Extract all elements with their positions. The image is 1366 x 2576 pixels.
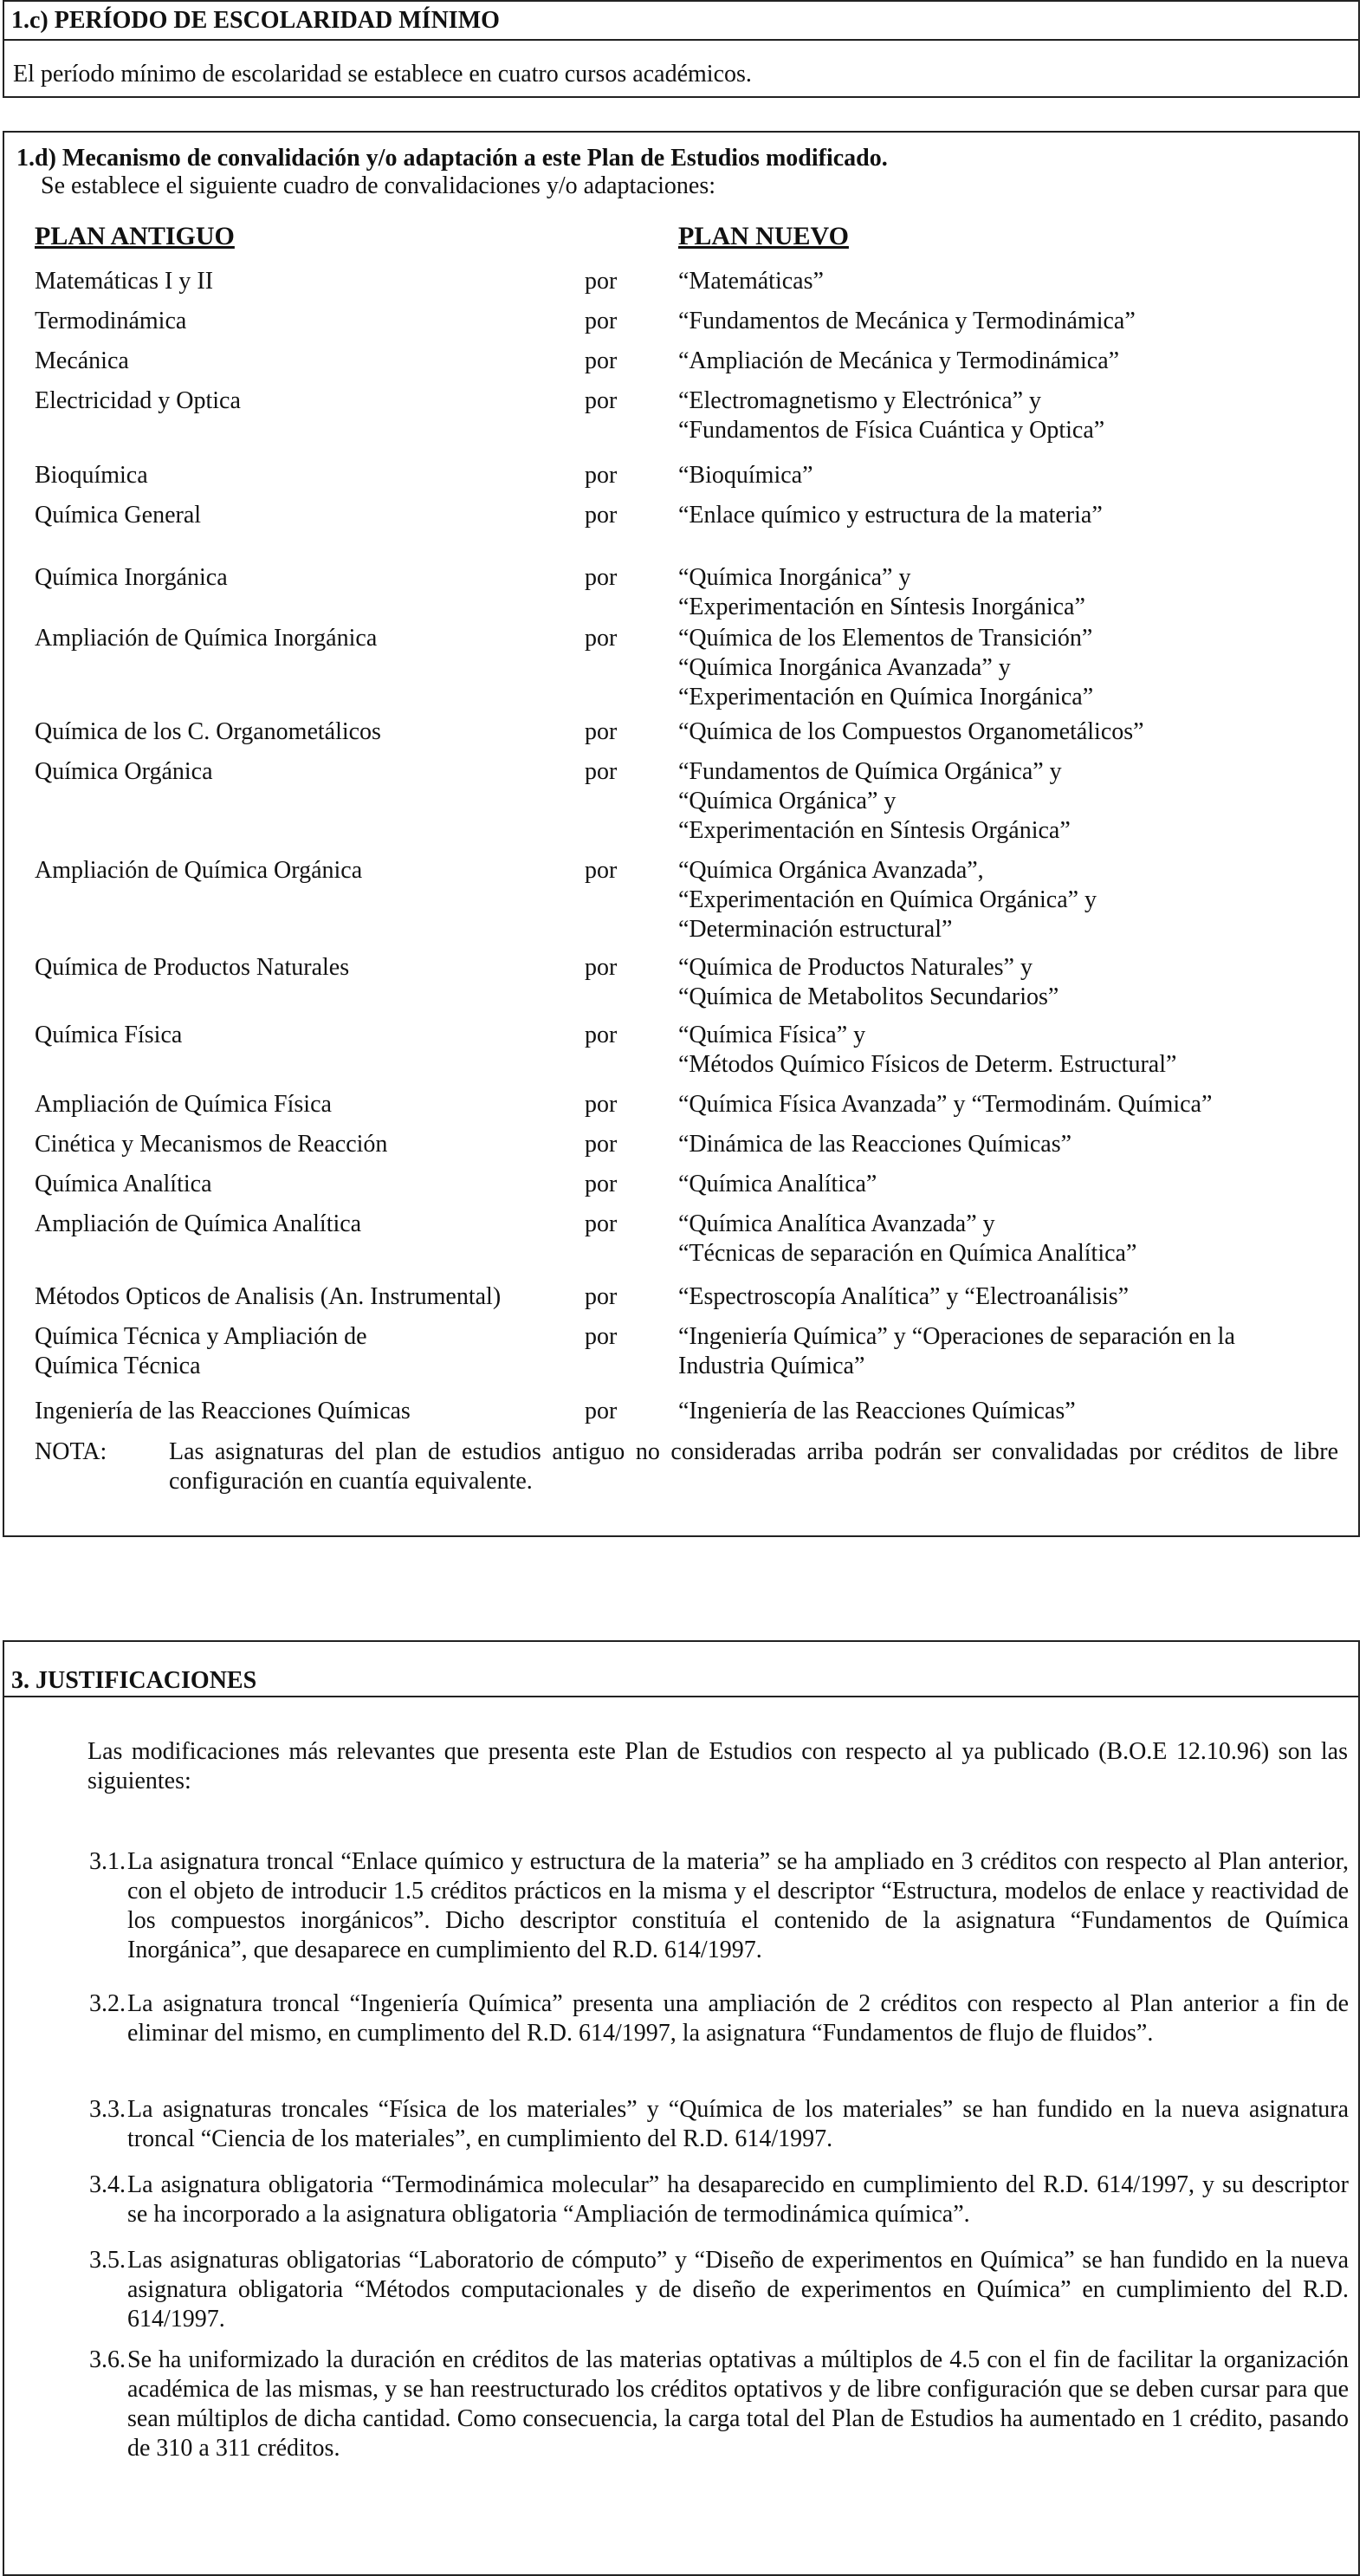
section-3-intro: Las modificaciones más relevantes que presenta este Plan de Estudios con respecto al ya publicado (B.O.E 12.10.96) son las siguientes:	[87, 1738, 1348, 1794]
new-plan-subjects: “Química de Productos Naturales” y “Química de Metabolitos Secundarios”	[678, 954, 1059, 1010]
por-label: por	[585, 387, 618, 414]
por-label: por	[585, 758, 618, 785]
section-1c-box	[3, 0, 1360, 98]
justification-text: La asignatura troncal “Enlace químico y estructura de la materia” se ha ampliado en 3 créditos con respecto al Plan anterior, con el objeto de introducir 1.5 créditos prácticos en la misma y el descriptor “Estructura, modelos de enlace y reactividad de los compuestos inorgánicos”. Dicho descriptor constituía el contenido de la asignatura “Fundamentos de Química Inorgánica”, que desaparece en cumplimiento del R.D. 614/1997.	[127, 1848, 1349, 1963]
por-label: por	[585, 1398, 618, 1424]
por-label: por	[585, 308, 618, 334]
old-plan-subject: Matemáticas I y II	[35, 268, 214, 295]
por-label: por	[585, 857, 618, 884]
por-label: por	[585, 625, 618, 652]
por-label: por	[585, 268, 618, 295]
new-plan-subjects: “Ampliación de Mecánica y Termodinámica”	[678, 347, 1120, 374]
justification-text: La asignaturas troncales “Física de los materiales” y “Química de los materiales” se han fundido en la nueva asignatura troncal “Ciencia de los materiales”, en cumplimiento del R.D. 614/1997.	[127, 2096, 1349, 2152]
old-plan-subject: Química Orgánica	[35, 758, 213, 785]
justification-number: 3.2.	[89, 1990, 126, 2017]
old-plan-subject: Electricidad y Optica	[35, 387, 241, 414]
por-label: por	[585, 1323, 618, 1350]
section-1d-heading: 1.d) Mecanismo de convalidación y/o adaptación a este Plan de Estudios modificado.	[16, 145, 888, 172]
old-plan-subject: Ampliación de Química Orgánica	[35, 857, 363, 884]
old-plan-subject: Ampliación de Química Física	[35, 1091, 332, 1118]
new-plan-subjects: “Química Analítica Avanzada” y “Técnicas de separación en Química Analítica”	[678, 1210, 1137, 1267]
section-1d-box	[3, 131, 1360, 1537]
section-1c-text: El período mínimo de escolaridad se establece en cuatro cursos académicos.	[13, 61, 752, 88]
justification-number: 3.1.	[89, 1848, 126, 1875]
old-plan-subject: Química Analítica	[35, 1171, 212, 1197]
por-label: por	[585, 1022, 618, 1048]
old-plan-subject: Química Física	[35, 1022, 183, 1048]
old-plan-subject: Química de los C. Organometálicos	[35, 718, 381, 745]
por-label: por	[585, 1091, 618, 1118]
old-plan-subject: Termodinámica	[35, 308, 187, 334]
section-3-heading: 3. JUSTIFICACIONES	[4, 1642, 1358, 1697]
old-plan-subject: Química General	[35, 502, 202, 529]
new-plan-subjects: “Química de los Compuestos Organometálicos”	[678, 718, 1144, 745]
justification-number: 3.3.	[89, 2096, 126, 2123]
new-plan-subjects: “Espectroscopía Analítica” y “Electroanálisis”	[678, 1283, 1130, 1310]
por-label: por	[585, 564, 618, 591]
justification-text: La asignatura obligatoria “Termodinámica molecular” ha desaparecido en cumplimiento del R.D. 614/1997, y su descriptor se ha incorporado a la asignatura obligatoria “Ampliación de termodinámica química”.	[127, 2171, 1349, 2228]
new-plan-subjects: “Fundamentos de Química Orgánica” y “Química Orgánica” y “Experimentación en Síntesis Orgánica”	[678, 758, 1071, 844]
new-plan-subjects: “Ingeniería Química” y “Operaciones de separación en la Industria Química”	[678, 1323, 1235, 1379]
old-plan-subject: Cinética y Mecanismos de Reacción	[35, 1131, 388, 1158]
por-label: por	[585, 1171, 618, 1197]
por-label: por	[585, 1283, 618, 1310]
new-plan-subjects: “Química Analítica”	[678, 1171, 877, 1197]
por-label: por	[585, 1210, 618, 1237]
new-plan-subjects: “Enlace químico y estructura de la materia”	[678, 502, 1103, 529]
old-plan-subject: Bioquímica	[35, 462, 148, 489]
por-label: por	[585, 718, 618, 745]
old-plan-subject: Ingeniería de las Reacciones Químicas	[35, 1398, 411, 1424]
justification-number: 3.6.	[89, 2346, 126, 2373]
new-plan-subjects: “Ingeniería de las Reacciones Químicas”	[678, 1398, 1076, 1424]
old-plan-subject: Mecánica	[35, 347, 129, 374]
justification-text: La asignatura troncal “Ingeniería Química” presenta una ampliación de 2 créditos con respecto al Plan anterior a fin de eliminar del mismo, en cumplimento del R.D. 614/1997, la asignatura “Fundamentos de flujo de fluidos”.	[127, 1990, 1349, 2047]
justification-text: Las asignaturas obligatorias “Laboratorio de cómputo” y “Diseño de experimentos en Química” se han fundido en la nueva asignatura obligatoria “Métodos computacionales y de diseño de experimentos en Química” en cumplimiento del R.D. 614/1997.	[127, 2247, 1349, 2333]
new-plan-subjects: “Fundamentos de Mecánica y Termodinámica”	[678, 308, 1136, 334]
old-plan-subject: Ampliación de Química Analítica	[35, 1210, 362, 1237]
new-plan-subjects: “Química Orgánica Avanzada”, “Experimentación en Química Orgánica” y “Determinación estructural”	[678, 857, 1097, 943]
por-label: por	[585, 954, 618, 981]
column-header-old-plan: PLAN ANTIGUO	[35, 222, 235, 250]
section-3-box	[3, 1640, 1360, 2576]
old-plan-subject: Química Inorgánica	[35, 564, 228, 591]
new-plan-subjects: “Química Física” y “Métodos Químico Físicos de Determ. Estructural”	[678, 1022, 1177, 1078]
new-plan-subjects: “Bioquímica”	[678, 462, 813, 489]
justification-number: 3.4.	[89, 2171, 126, 2198]
justification-text: Se ha uniformizado la duración en créditos de las materias optativas a múltiplos de 4.5 con el fin de facilitar la organización académica de las mismas, y se han reestructurado los créditos optativos y de libre configuración que se deben cursar para que sean múltiplos de dicha cantidad. Como consecuencia, la carga total del Plan de Estudios ha aumentado en 1 crédito, pasando de 310 a 311 créditos.	[127, 2346, 1349, 2462]
old-plan-subject: Ampliación de Química Inorgánica	[35, 625, 378, 652]
new-plan-subjects: “Química Inorgánica” y “Experimentación en Síntesis Inorgánica”	[678, 564, 1085, 620]
new-plan-subjects: “Electromagnetismo y Electrónica” y “Fundamentos de Física Cuántica y Optica”	[678, 387, 1105, 444]
column-header-new-plan: PLAN NUEVO	[678, 222, 849, 250]
new-plan-subjects: “Química Física Avanzada” y “Termodinám. Química”	[678, 1091, 1213, 1118]
old-plan-subject: Química de Productos Naturales	[35, 954, 350, 981]
old-plan-subject: Métodos Opticos de Analisis (An. Instrumental)	[35, 1283, 502, 1310]
por-label: por	[585, 1131, 618, 1158]
new-plan-subjects: “Química de los Elementos de Transición” “Química Inorgánica Avanzada” y “Experimentación en Química Inorgánica”	[678, 625, 1094, 711]
section-1d-subtext: Se establece el siguiente cuadro de convalidaciones y/o adaptaciones:	[41, 172, 716, 199]
new-plan-subjects: “Matemáticas”	[678, 268, 824, 295]
old-plan-subject: Química Técnica y Ampliación de Química Técnica	[35, 1323, 367, 1379]
new-plan-subjects: “Dinámica de las Reacciones Químicas”	[678, 1131, 1072, 1158]
por-label: por	[585, 502, 618, 529]
note-label: NOTA:	[35, 1438, 107, 1465]
por-label: por	[585, 347, 618, 374]
section-1c-heading: 1.c) PERÍODO DE ESCOLARIDAD MÍNIMO	[4, 2, 1358, 41]
por-label: por	[585, 462, 618, 489]
note-text: Las asignaturas del plan de estudios antiguo no consideradas arriba podrán ser convalidadas por créditos de libre configuración en cuantía equivalente.	[169, 1438, 1338, 1495]
justification-number: 3.5.	[89, 2247, 126, 2274]
